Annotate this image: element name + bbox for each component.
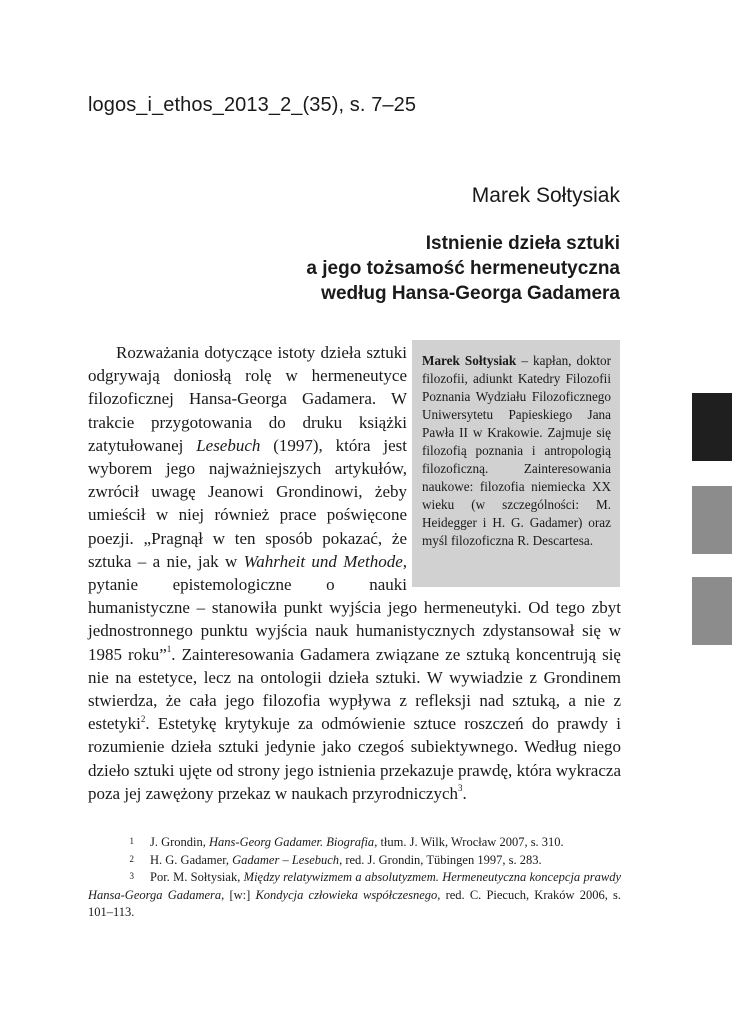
- footnote-ref-1[interactable]: 1: [166, 643, 172, 654]
- thumb-index-tab-active: [692, 393, 732, 461]
- footnote-2: 2 H. G. Gadamer, Gadamer – Lesebuch, red. J. Grondin, Tübingen 1997, s. 283.: [129, 852, 542, 867]
- journal-reference: logos_i_ethos_2013_2_(35), s. 7–25: [88, 94, 417, 116]
- title-line-1: Istnienie dzieła sztuki: [425, 233, 620, 254]
- body-paragraph: Rozważania dotyczące istoty dzieła sztuki odgrywają doniosłą rolę w hermeneutyce filozoficznej Hansa-Georga Gadamera. W trakcie przygotowania do druku książki zatytułowanej Lesebuch (1997), która jest wyborem jego najważniejszych artykułów, zwrócił uwagę Jeanowi Grondinowi, żeby umieścił w niej również prace poświęcone poezji. „Pragnął w ten sposób pokazać, że sztuka – a nie, jak w Wahrheit und Methode, pytanie epistemologiczne o nauki humanistyczne – stanowiła punkt wyjścia jego hermeneutyki. Od tego zbyt jednostronnego punktu wyjścia nauk humanistycznych zdystansował się w 1985 roku”$^1$. Zainteresowania Gadamera związane ze sztuką koncentrują się nie na estetyce, lecz na ontologii dzieła sztuki. W wywiadzie z Grondinem stwierdza, że cała jego filozofia wypływa z refleksji nad sztuką, a nie z estetyki$^2$. Estetykę krytykuje za odmówienie sztuce roszczeń do prawdy i rozumienie dzieła sztuki jedynie jako czegoś subiektywnego. Według niego dzieło sztuki ujęte od strony jego istnienia przekazuje prawdę, która wykracza poza jej zawężony przekaz w naukach przyrodniczych$^3$.: [88, 343, 621, 803]
- bio-text: – kapłan, doktor filozofii, adiunkt Katedry Filozofii Poznania Wydziału Filozoficznego Uniwersytetu Papieskiego Jana Pawła II w Krakowie. Zajmuje się filozofią poznania i antropologią filozoficzną. Zainteresowania naukowe: filozofia niemiecka XX wieku (w szczególności: M. Heidegger i H. G. Gadamer) oraz myśl filozoficzna R. Descartesa.: [422, 353, 611, 548]
- title-line-3: według Hansa-Georga Gadamera: [321, 283, 620, 304]
- article-author: Marek Sołtysiak: [471, 184, 620, 207]
- thumb-index-tab: [692, 577, 732, 645]
- footnote-ref-2[interactable]: 2: [140, 713, 146, 724]
- article-title: [306, 231, 620, 306]
- footnote-3: 3 Por. M. Sołtysiak, Między relatywizmem a absolutyzmem. Hermeneutyczna koncepcja prawdy Hansa-Georga Gadamera, [w:] Kondycja człowieka współczesnego, red. C. Piecuch, Kraków 2006, s. 101–113.: [88, 870, 622, 919]
- footnotes: [88, 834, 621, 922]
- author-bio-box: [412, 340, 620, 587]
- footnote-ref-3[interactable]: 3: [458, 783, 463, 794]
- footnote-1: 1 J. Grondin, Hans-Georg Gadamer. Biografia, tłum. J. Wilk, Wrocław 2007, s. 310.: [129, 835, 564, 849]
- bio-name: Marek Sołtysiak: [422, 353, 517, 368]
- thumb-index-tab: [692, 486, 732, 554]
- title-line-2: a jego tożsamość hermeneutyczna: [306, 258, 620, 279]
